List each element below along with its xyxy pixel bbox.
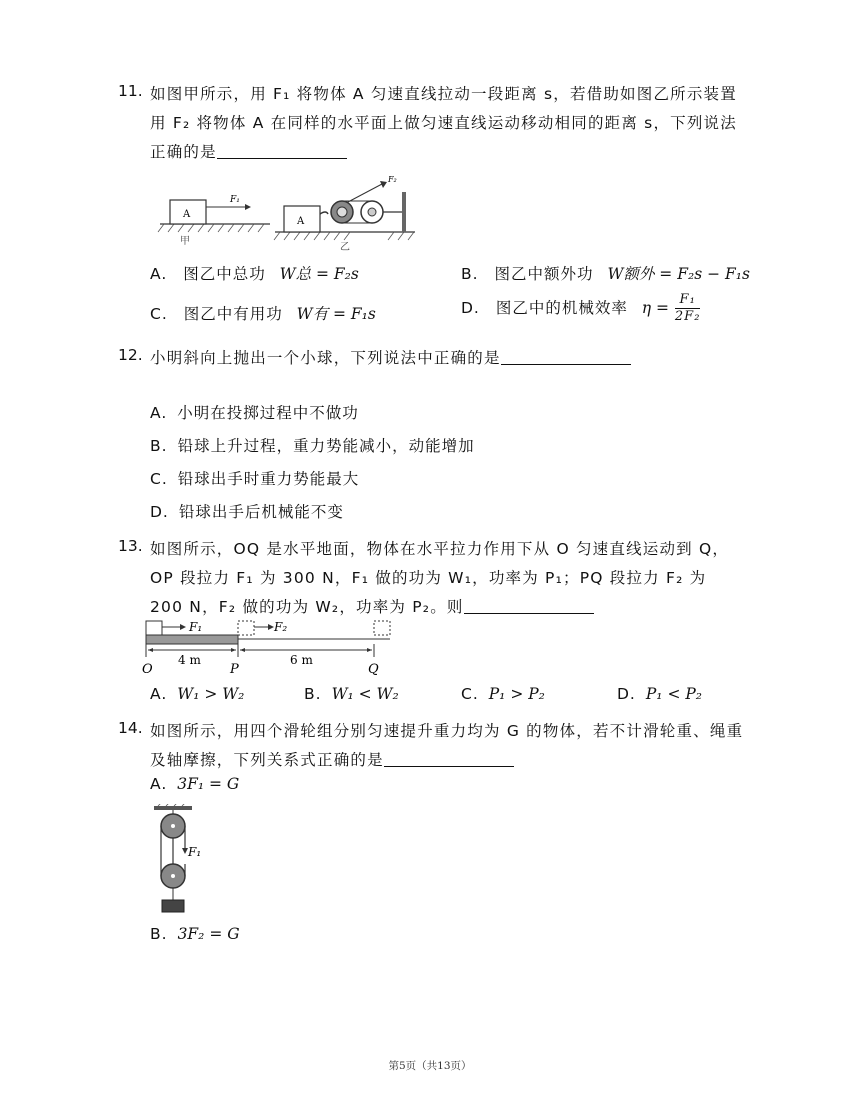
- option-math: W有 = F₁s: [296, 305, 376, 323]
- option-text: 图乙中有用功: [183, 305, 283, 323]
- q14-line-2: [150, 748, 514, 770]
- distance-pq: 6 m: [290, 653, 313, 667]
- option-label: A.: [150, 404, 168, 422]
- f2-label: F₂: [388, 175, 397, 184]
- option-math: W额外 = F₂s − F₁s: [607, 265, 750, 283]
- page-footer: 第5页（共13页）: [388, 1060, 472, 1072]
- answer-blank[interactable]: [217, 143, 347, 159]
- option-label: A.: [150, 685, 168, 703]
- option-text: 铅球出手时重力势能最大: [177, 470, 360, 488]
- option-label: C.: [150, 470, 168, 488]
- option-text: 铅球出手后机械能不变: [178, 503, 344, 521]
- option-math: W₁ > W₂: [177, 685, 245, 703]
- option-text: 铅球上升过程，重力势能减小，动能增加: [177, 437, 475, 455]
- q12-stem: [150, 346, 631, 368]
- option-label: C.: [150, 305, 168, 323]
- q11-line-3: [150, 140, 347, 162]
- q11-line-2: 用 F₂ 将物体 A 在同样的水平面上做匀速直线运动移动相同的距离 s，下列说法: [150, 114, 737, 132]
- option-math: P₁ < P₂: [645, 685, 703, 703]
- option-text: 图乙中总功: [183, 265, 266, 283]
- option-math: 3F₂ = G: [177, 925, 240, 943]
- q12-option-b[interactable]: [150, 434, 475, 456]
- option-label: C.: [461, 685, 479, 703]
- q13-line-1: 如图所示，OQ 是水平地面，物体在水平拉力作用下从 O 匀速直线运动到 Q，: [150, 540, 730, 558]
- option-text: 图乙中的机械效率: [495, 299, 628, 317]
- point-p: P: [230, 662, 239, 675]
- q11-line-3-text: 正确的是: [150, 143, 217, 161]
- block-a-label-2: A: [297, 216, 305, 227]
- q11-option-a[interactable]: [150, 262, 359, 284]
- q12-stem-text: 小明斜向上抛出一个小球，下列说法中正确的是: [150, 349, 501, 367]
- q13-line-3-text: 200 N，F₂ 做的功为 W₂，功率为 P₂。则: [150, 598, 464, 616]
- fraction-denominator: 2F₂: [674, 309, 701, 324]
- efficiency-fraction: [675, 292, 701, 325]
- yi-label: 乙: [340, 242, 350, 253]
- f2-label: F₂: [274, 620, 288, 634]
- option-label: D.: [617, 685, 636, 703]
- q11-number: 11.: [118, 82, 143, 100]
- q11-option-b[interactable]: [461, 262, 750, 284]
- q11-line-1: 如图甲所示，用 F₁ 将物体 A 匀速直线拉动一段距离 s，若借助如图乙所示装置: [150, 85, 737, 103]
- option-label: B.: [150, 925, 168, 943]
- q14-option-a[interactable]: [150, 775, 239, 793]
- q14-option-b[interactable]: [150, 925, 240, 943]
- q12-option-a[interactable]: [150, 401, 359, 423]
- jia-label: 甲: [180, 236, 190, 247]
- option-label: A.: [150, 775, 168, 793]
- answer-blank[interactable]: [464, 598, 594, 614]
- q11-option-c[interactable]: [150, 302, 376, 324]
- q13-option-d[interactable]: [617, 685, 702, 703]
- q12-option-c[interactable]: [150, 467, 359, 489]
- point-q: Q: [368, 662, 379, 675]
- option-math: W₁ < W₂: [331, 685, 399, 703]
- answer-blank[interactable]: [384, 751, 514, 767]
- option-text: 图乙中额外功: [494, 265, 594, 283]
- q14-number: 14.: [118, 719, 143, 737]
- option-math: W总 = F₂s: [279, 265, 359, 283]
- option-label: B.: [461, 265, 479, 283]
- option-text: 小明在投掷过程中不做功: [177, 404, 359, 422]
- option-label: A.: [150, 265, 168, 283]
- q14-line-2-text: 及轴摩擦，下列关系式正确的是: [150, 751, 384, 769]
- q13-line-3: [150, 595, 594, 617]
- q13-option-a[interactable]: [150, 685, 244, 703]
- distance-op: 4 m: [178, 653, 201, 667]
- q13-line-2: OP 段拉力 F₁ 为 300 N，F₁ 做的功为 W₁，功率为 P₁；PQ 段拉力 F₂ 为: [150, 569, 707, 587]
- answer-blank[interactable]: [501, 349, 631, 365]
- q14-pulley-figure: [150, 804, 220, 914]
- q13-figure: [140, 615, 400, 675]
- q12-option-d[interactable]: [150, 500, 344, 522]
- q11-option-d[interactable]: [461, 292, 700, 325]
- q13-number: 13.: [118, 537, 143, 555]
- option-label: D.: [461, 299, 480, 317]
- option-math: P₁ > P₂: [488, 685, 545, 703]
- q11-figure: [150, 162, 450, 258]
- fraction-numerator: F₁: [675, 292, 701, 309]
- point-o: O: [142, 662, 153, 675]
- option-math: η =: [641, 299, 669, 317]
- f1-label: F₁: [230, 195, 240, 205]
- option-math: 3F₁ = G: [177, 775, 240, 793]
- f1-label: F₁: [188, 845, 202, 859]
- option-label: D.: [150, 503, 169, 521]
- q14-line-1: 如图所示，用四个滑轮组分别匀速提升重力均为 G 的物体，若不计滑轮重、绳重: [150, 722, 744, 740]
- q12-number: 12.: [118, 346, 143, 364]
- block-a-label: A: [183, 209, 191, 220]
- q13-option-c[interactable]: [461, 685, 545, 703]
- q13-option-b[interactable]: [304, 685, 399, 703]
- f1-label: F₁: [189, 620, 203, 634]
- option-label: B.: [304, 685, 322, 703]
- option-label: B.: [150, 437, 168, 455]
